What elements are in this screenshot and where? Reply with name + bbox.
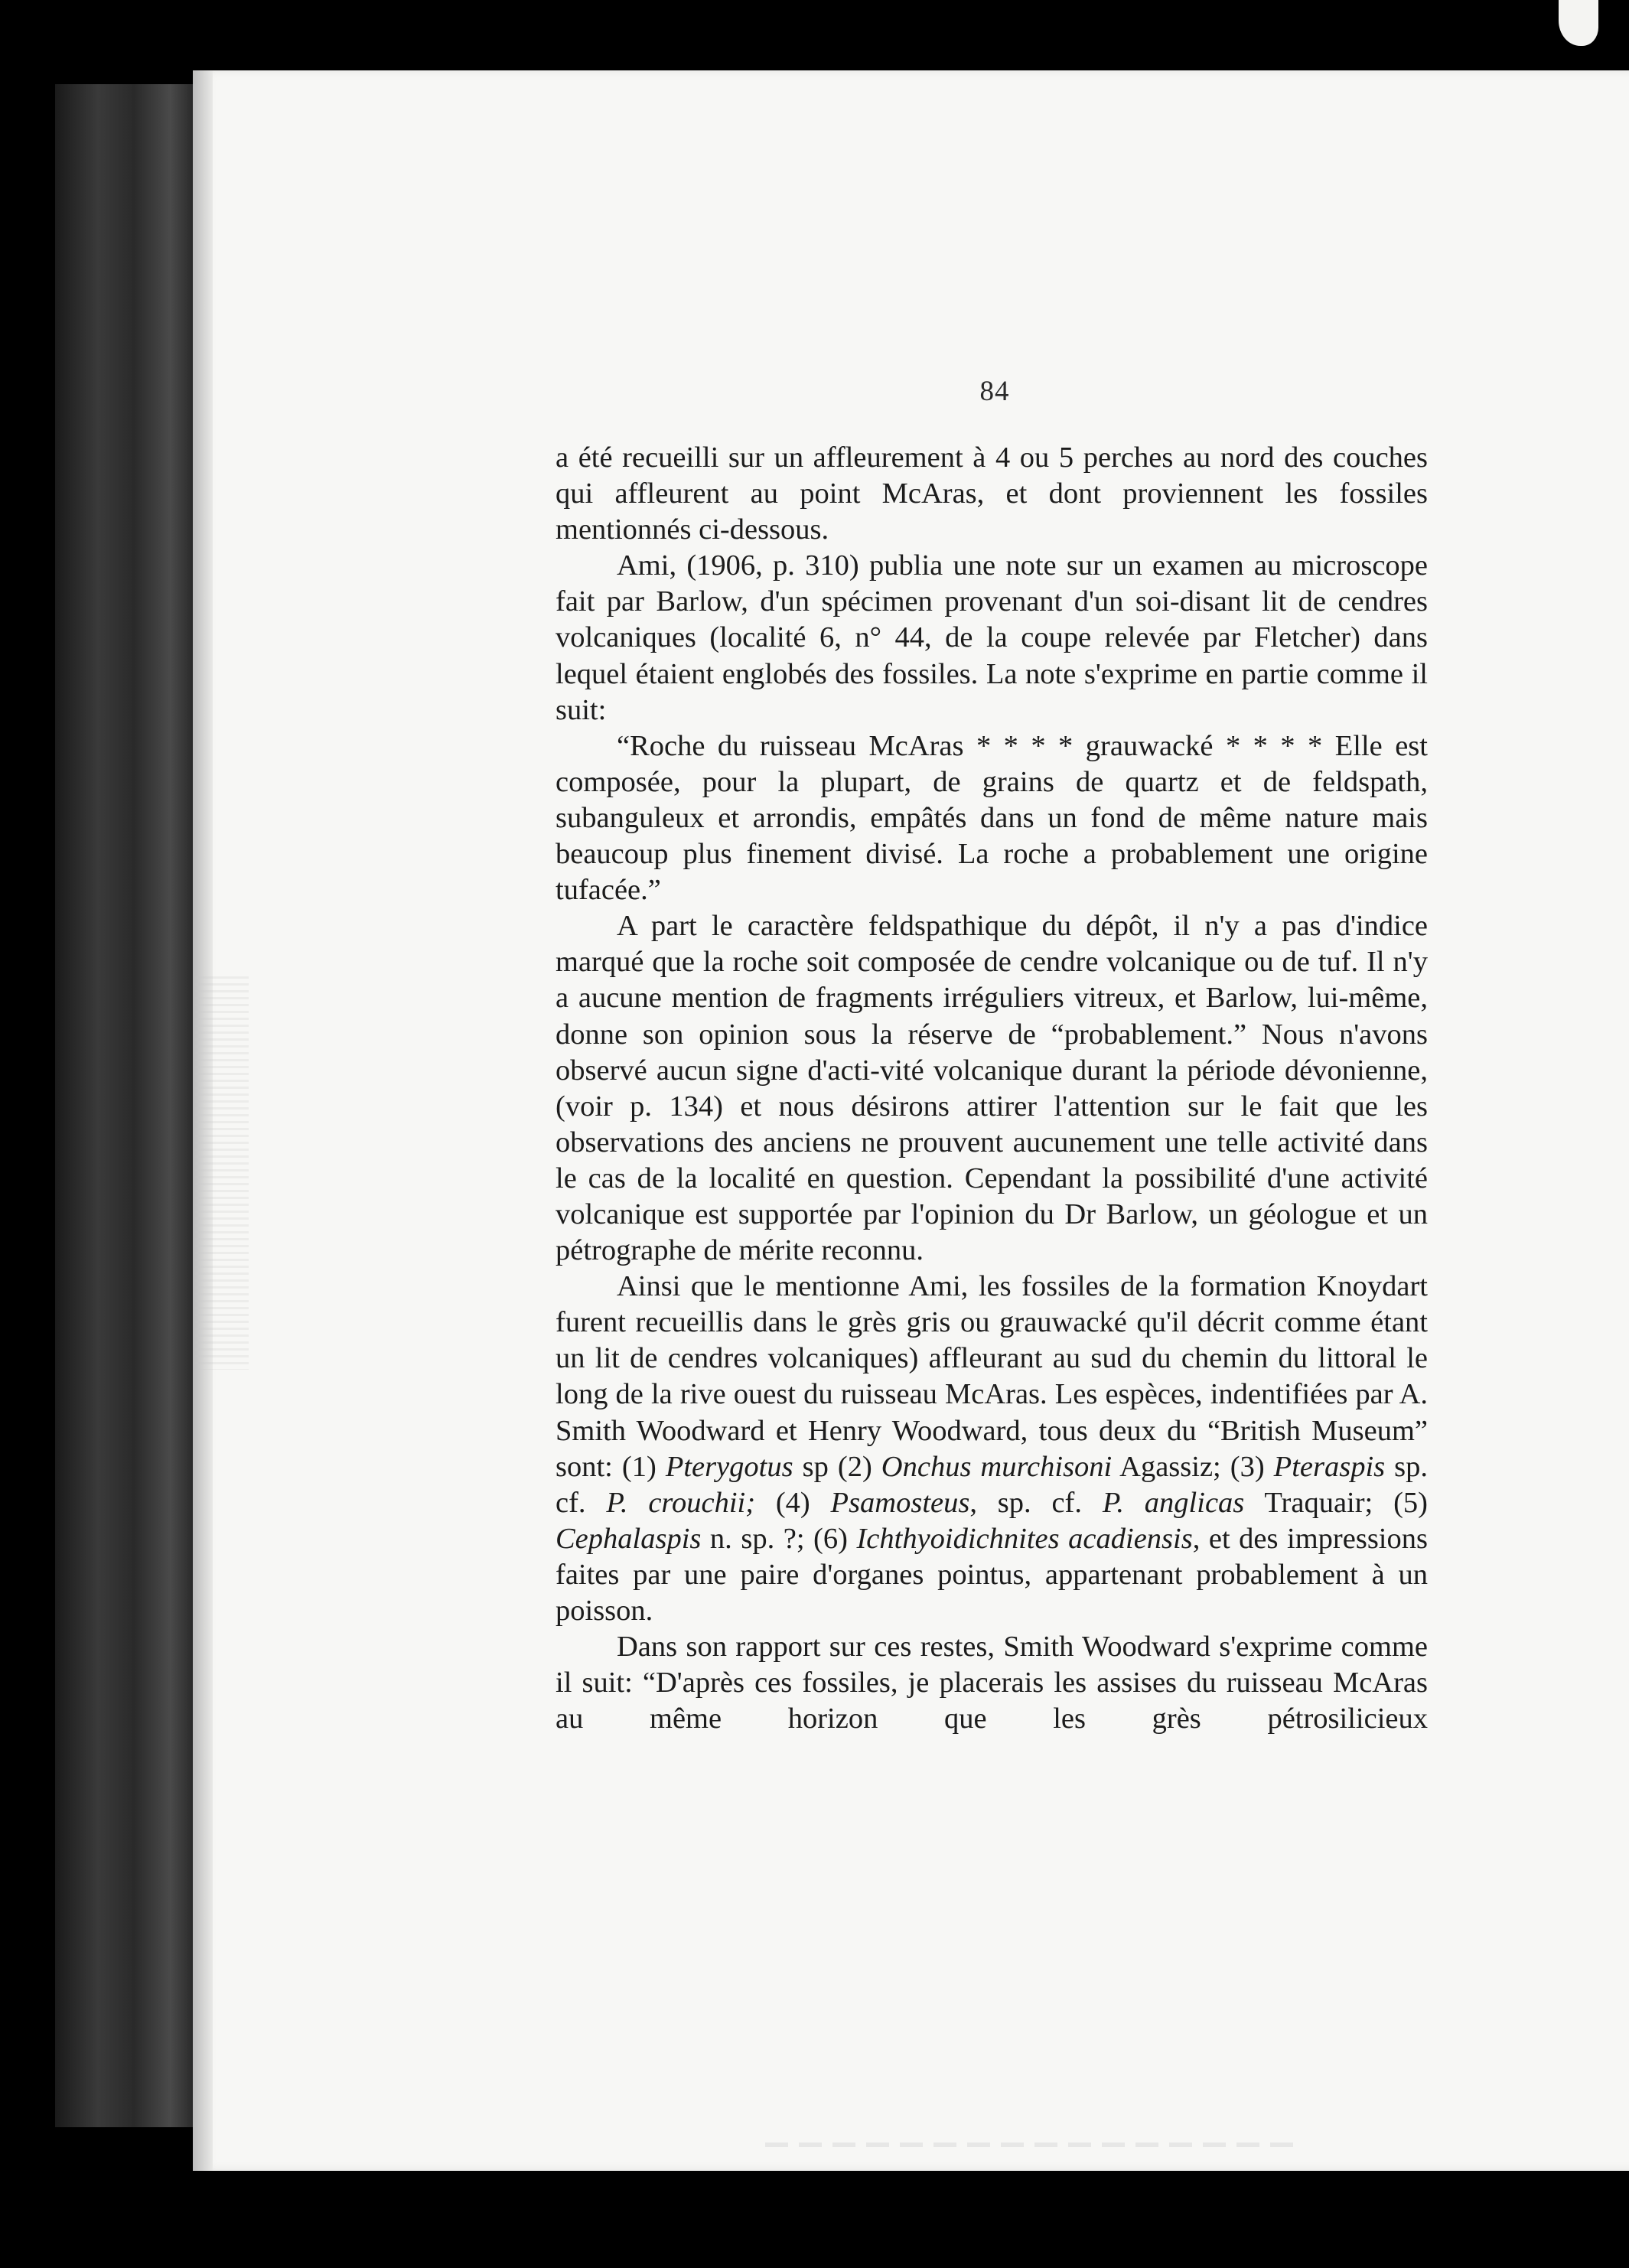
text-run: sp (2) — [793, 1450, 881, 1483]
text-run: Agassiz; (3) — [1112, 1450, 1274, 1483]
text-run: Traquair; (5) — [1244, 1486, 1428, 1519]
paragraph-6 — [555, 1629, 1428, 1737]
paragraph-1 — [555, 440, 1428, 548]
species-name: P. crouchii; — [606, 1486, 756, 1519]
body-text — [555, 440, 1428, 1737]
species-name: Pterygotus — [665, 1450, 793, 1483]
species-name: Pteraspis — [1273, 1450, 1386, 1483]
text-run: A part le caractère feldspathique du dépôt, il n'y a pas d'indice marqué que la roche soit composée de cendre volcanique ou de tuf. Il n'y a aucune mention de fragments irréguliers vitreux, et Barlow, lui-même, donne son opinion sous la réserve de “probablement.” Nous n'avons observé aucun signe d'acti-vité volcanique durant la période dévonienne, (voir p. 134) et nous désirons attirer l'attention sur le fait que les observations des anciens ne prouvent aucunement une telle activité dans le cas de la localité en question. Cependant la possibilité d'une activité volcanique est supportée par l'opinion du Dr Barlow, un géologue et un pétrographe de mérite reconnu. — [555, 910, 1428, 1267]
text-run: , sp. cf. — [969, 1486, 1103, 1519]
text-run: Dans son rapport sur ces restes, Smith Woodward s'exprime comme il suit: “D'après ces fossiles, je placerais les assises du ruisseau McAras au même horizon que les grès pétrosilicieux — [555, 1631, 1428, 1735]
margin-stamp-marks — [195, 972, 249, 1370]
species-name: Cephalaspis — [555, 1522, 702, 1555]
text-run: n. sp. ?; (6) — [701, 1522, 857, 1555]
species-name: Onchus murchisoni — [881, 1450, 1113, 1483]
scan-bottom-artifact — [765, 2143, 1301, 2147]
text-run: Ainsi que le mentionne Ami, les fossiles de la formation Knoydart furent recueillis dans le grès gris ou grauwacké qu'il décrit comme étant un lit de cendres volcaniques) affleurant au sud du chemin du littoral le long de la rive ouest du ruisseau McAras. Les espèces, indentifiées par A. Smith Woodward et Henry Woodward, tous deux du “British Museum” sont: (1) — [555, 1270, 1428, 1483]
text-run: sp. cf. — [555, 1450, 1428, 1519]
paragraph-5-species — [555, 1269, 1428, 1629]
text-run: a été recueilli sur un affleurement à 4 ou 5 perches au nord des couches qui affleurent au point McAras, et dont proviennent les fossiles mentionnés ci-dessous. — [555, 442, 1428, 546]
text-run: “Roche du ruisseau McAras * * * * grauwacké * * * * Elle est composée, pour la plupart, de grains de quartz et de feldspath, subanguleux et arrondis, empâtés dans un fond de même nature mais beaucoup plus finement divisé. La roche a probablement une origine tufacée.” — [555, 729, 1428, 907]
species-name: P. anglicas — [1102, 1486, 1245, 1519]
paragraph-2 — [555, 548, 1428, 728]
text-run: Ami, (1906, p. 310) publia une note sur un examen au microscope fait par Barlow, d'un spécimen provenant d'un soi-disant lit de cendres volcaniques (localité 6, n° 44, de la coupe relevée par Fletcher) dans lequel étaient englobés des fossiles. La note s'exprime en partie comme il suit: — [555, 549, 1428, 726]
species-name: Psamosteus — [830, 1486, 970, 1519]
page-number: 84 — [979, 376, 1010, 407]
scan-corner-artifact — [1559, 0, 1598, 46]
text-run: (4) — [755, 1486, 831, 1519]
paragraph-3-quote — [555, 728, 1428, 908]
text-run: , et des impressions faites par une paire d'organes pointus, appartenant probablement à un poisson. — [555, 1522, 1428, 1627]
paragraph-4 — [555, 908, 1428, 1269]
species-name: Ichthyoidichnites acadiensis — [856, 1522, 1193, 1555]
scanner-binding-strip — [55, 84, 199, 2127]
